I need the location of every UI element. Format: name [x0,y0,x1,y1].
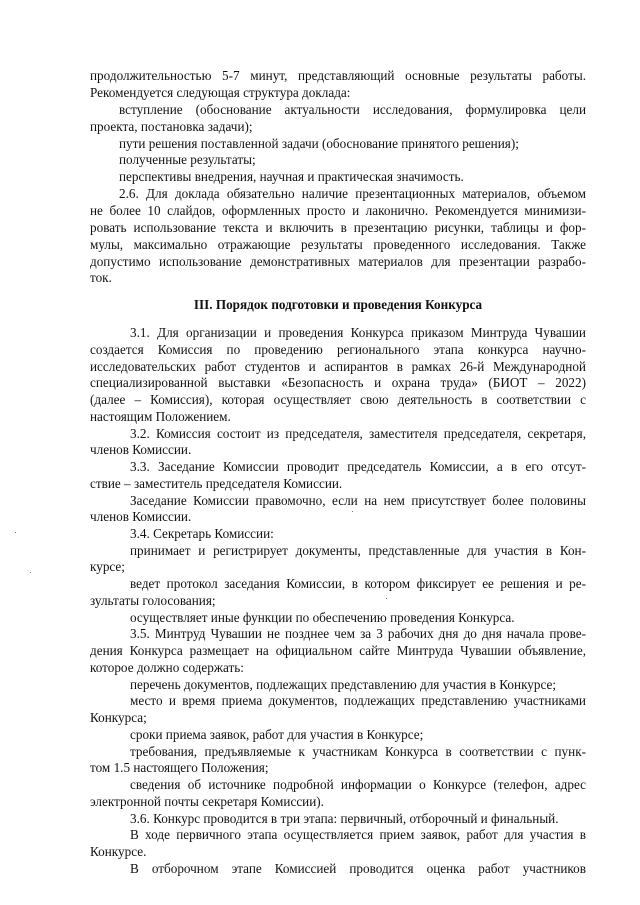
text-line: сроки приема заявок, работ для участия в Конкурсе; [130,727,424,742]
text-line: В ходе первичного этапа осуществляется прием заявок, работ для участия в [130,827,586,842]
text-line: Заседание Комиссии правомочно, если на нем присутствует более половины [130,493,586,508]
text-line: 3.6. Конкурс проводится в три этапа: первичный, отборочный и финальный. [130,811,559,826]
text-line: дения Конкурса размещает на официальном сайте Минтруда Чувашии объявление, [90,643,586,658]
text-line: пути решения поставленной задачи (обоснование принятого решения); [119,136,519,151]
text-line: требования, предъявляемые к участникам Конкурса в соответствии с пунк- [130,744,586,759]
section-heading: III. Порядок подготовки и проведения Конкурса [193,297,483,312]
text-line: проекта, постановка задачи); [90,119,253,134]
text-line: 3.5. Минтруд Чувашии не позднее чем за 3 рабочих дня до дня начала прове- [130,626,586,641]
text-line: 3.4. Секретарь Комиссии: [130,526,274,541]
text-line: электронной почты секретаря Комиссии). [90,794,324,809]
text-line: ствие – заместитель председателя Комиссии. [90,476,343,491]
text-line: Рекомендуется следующая структура доклада: [90,85,351,100]
text-line: принимает и регистрирует документы, представленные для участия в Кон- [130,543,586,558]
text-line: вступление (обоснование актуальности исследования, формулировка цели [119,102,586,117]
scan-speck [352,511,353,512]
text-line: которое должно содержать: [90,660,244,675]
text-line: настоящим Положением. [90,409,231,424]
text-line: Конкурса; [90,710,147,725]
text-line: ровать использование текста и включить в презентацию рисунки, таблицы и фор- [90,220,586,235]
text-line: 3.3. Заседание Комиссии проводит председатель Комиссии, а в его отсут- [130,459,586,474]
text-line: осуществляет иные функции по обеспечению проведения Конкурса. [130,610,515,625]
text-line: В отборочном этапе Комиссией проводится оценка работ участников [130,861,586,876]
text-line: курсе; [90,559,125,574]
text-line: том 1.5 настоящего Положения; [90,760,269,775]
scan-speck [386,598,387,599]
text-line: членов Комиссии. [90,442,192,457]
text-line: Конкурсе. [90,844,147,859]
text-line: полученные результаты; [119,152,256,167]
text-line: ток. [90,270,112,285]
text-line: место и время приема документов, подлежащих представлению участниками [130,693,586,708]
text-line: специализированной выставки «Безопасность и охрана труда» (БИОТ – 2022) [90,375,586,390]
text-line: 2.6. Для доклада обязательно наличие презентационных материалов, объемом [119,186,586,201]
text-line: 3.2. Комиссия состоит из председателя, заместителя председателя, секретаря, [130,426,586,441]
text-line: допустимо использование демонстративных материалов для презентации разрабо- [90,254,586,269]
text-line: 3.1. Для организации и проведения Конкурса приказом Минтруда Чувашии [130,325,586,340]
text-line: перечень документов, подлежащих представлению для участия в Конкурсе; [130,677,557,692]
text-line: не более 10 слайдов, оформленных просто и лаконично. Рекомендуется минимизи- [90,203,586,218]
text-line: ведет протокол заседания Комиссии, в котором фиксирует ее решения и ре- [130,576,586,591]
text-line: перспективы внедрения, научная и практическая значимость. [119,169,464,184]
text-line: членов Комиссии. [90,509,192,524]
text-line: сведения об источнике подробной информации о Конкурсе (телефон, адрес [130,777,586,792]
scan-speck [30,572,31,573]
text-line: мулы, максимально отражающие результаты проведенного исследования. Также [90,237,586,252]
text-line: продолжительностью 5-7 минут, представляющий основные результаты работы. [90,68,586,83]
text-line: создается Комиссия по проведению регионального этапа конкурса научно- [90,342,586,357]
text-line: исследовательских работ студентов и аспирантов в рамках 26-й Международной [90,359,586,374]
scan-speck [15,532,16,533]
text-line: (далее – Комиссия), которая осуществляет свою деятельность в соответствии с [90,392,586,407]
text-line: зультаты голосования; [90,593,216,608]
